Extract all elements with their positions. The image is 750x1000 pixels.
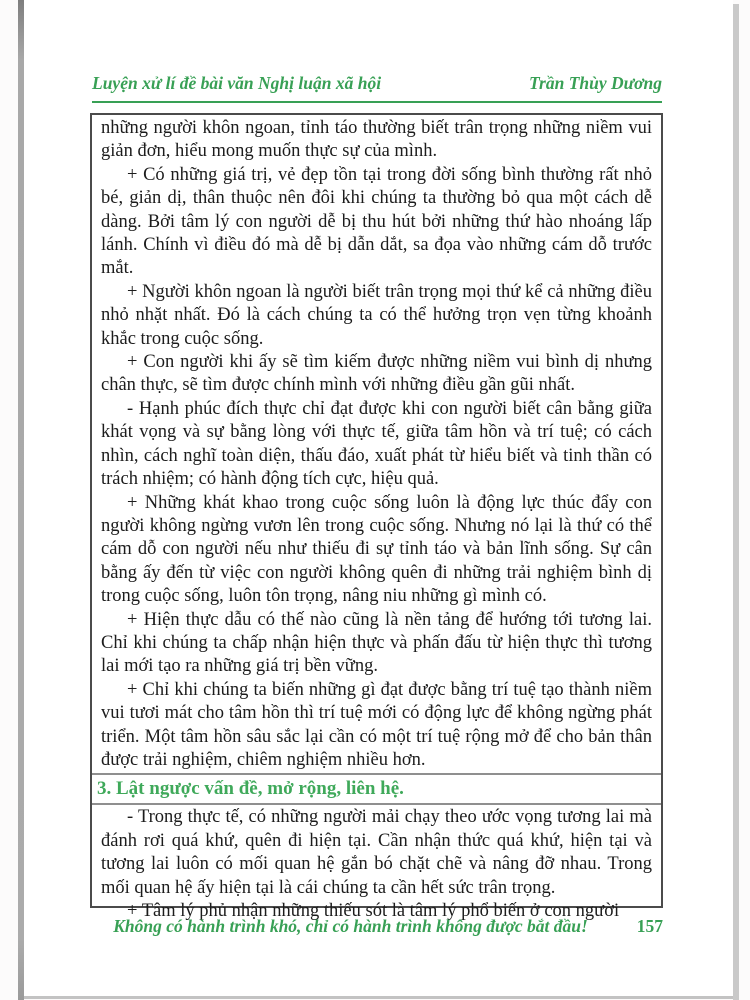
- paragraph: + Con người khi ấy sẽ tìm kiếm được những niềm vui bình dị nhưng chân thực, sẽ tìm được chính mình với những điều gần gũi nhất.: [101, 352, 652, 396]
- page-footer: [90, 916, 663, 937]
- header-book-title: Luyện xử lí đề bài văn Nghị luận xã hội: [92, 73, 382, 93]
- paragraph: - Hạnh phúc đích thực chỉ đạt được khi con người biết cân bằng giữa khát vọng và sự bằng lòng với thực tế, giữa tâm hồn và trí tuệ; có cách nhìn, cách nghĩ toàn diện, thấu đáo, xuất phát từ hiểu biết và tinh thần có trách nhiệm; có hành động tích cực, hiệu quả.: [101, 398, 652, 490]
- scan-edge-left: [18, 0, 24, 1000]
- paragraph: + Những khát khao trong cuộc sống luôn là động lực thúc đẩy con người không ngừng vươn lên trong cuộc sống. Nhưng nó lại là thứ có thể cám dỗ con người nếu như thiếu đi sự tỉnh táo và bản lĩnh sống. Sự cân bằng ấy đến từ việc con người không quên đi những trải nghiệm bình dị trong cuộc sống, luôn tôn trọng, nâng niu những gì mình có.: [101, 492, 652, 607]
- scan-edge-bottom: [24, 996, 733, 999]
- paragraph: những người khôn ngoan, tỉnh táo thường biết trân trọng những niềm vui giản đơn, hiểu mong muốn thực sự của mình.: [101, 118, 652, 162]
- paragraph: + Chỉ khi chúng ta biến những gì đạt được bằng trí tuệ tạo thành niềm vui tươi mát cho tâm hồn thì trí tuệ mới có động lực để không ngừng phát triển. Một tâm hồn sâu sắc lại cần có một trí tuệ rộng mở để cho bản thân được trải nghiệm, chiêm nghiệm nhiều hơn.: [101, 679, 652, 770]
- footer-motto: Không có hành trình khó, chỉ có hành trình không được bắt đầu!: [113, 916, 588, 936]
- paragraph: + Hiện thực dẫu có thế nào cũng là nền tảng để hướng tới tương lai. Chỉ khi chúng ta chấp nhận hiện thực và phấn đấu từ hiện thực thì tương lai mới tạo ra những giá trị bền vững.: [101, 609, 652, 677]
- page-header: [92, 73, 662, 103]
- scan-edge-right: [733, 4, 739, 1000]
- paragraph: + Tâm lý phủ nhận những thiếu sót là tâm lý phổ biến ở con người: [127, 901, 620, 921]
- section-heading: 3. Lật ngược vấn đề, mở rộng, liên hệ.: [92, 773, 661, 805]
- paragraph: + Có những giá trị, vẻ đẹp tồn tại trong đời sống bình thường rất nhỏ bé, giản dị, thân thuộc nên đôi khi chúng ta thường bỏ qua một cách dễ dàng. Bởi tâm lý con người dễ bị thu hút bởi những thứ hào nhoáng lấp lánh. Chính vì điều đó mà dễ bị dẫn dắt, sa đọa vào những cám dỗ trước mắt.: [101, 164, 652, 279]
- content-box: [90, 113, 663, 921]
- footer-page-number: 157: [636, 916, 663, 936]
- header-author-name: Trần Thùy Dương: [528, 73, 662, 93]
- paragraph: + Người khôn ngoan là người biết trân trọng mọi thứ kể cả những điều nhỏ nhặt nhất. Đó là cách chúng ta có thể hưởng trọn vẹn từng khoảnh khắc trong cuộc sống.: [101, 281, 652, 349]
- paragraph: - Trong thực tế, có những người mải chạy theo ước vọng tương lai mà đánh rơi quá khứ, quên đi hiện tại. Cần nhận thức quá khứ, hiện tại và tương lai luôn có mối quan hệ gắn bó chặt chẽ và nâng đỡ nhau. Trong mối quan hệ ấy hiện tại là cái chúng ta cần hết sức trân trọng.: [101, 807, 652, 898]
